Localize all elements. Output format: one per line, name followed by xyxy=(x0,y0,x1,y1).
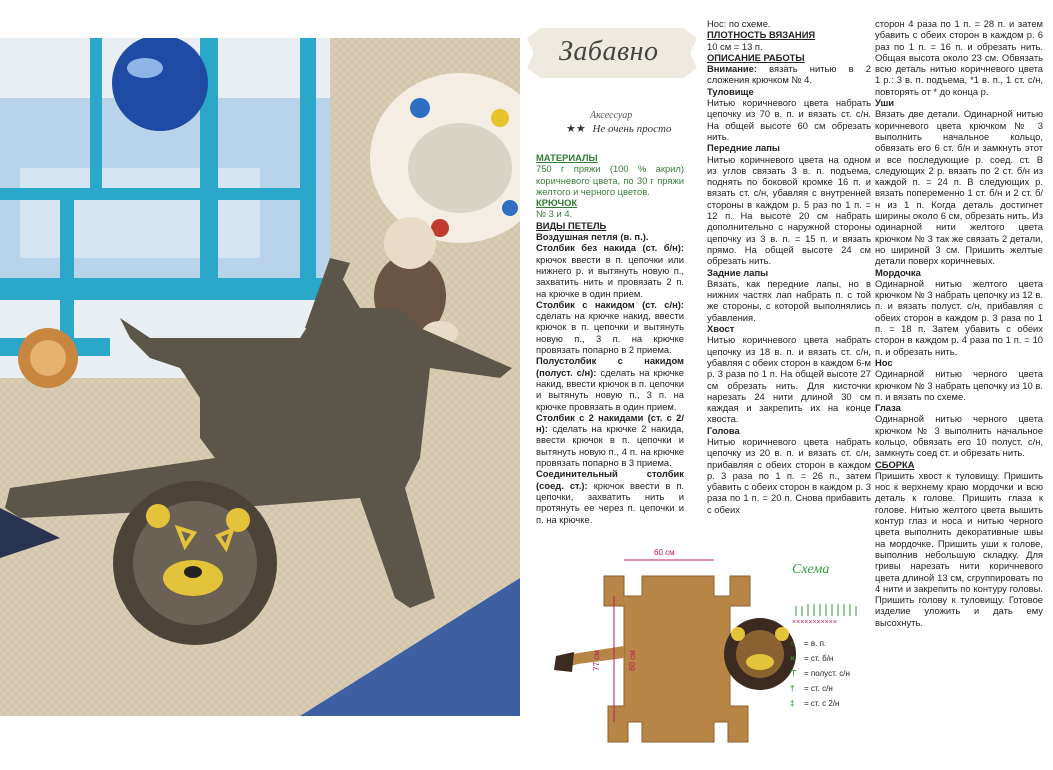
assembly-text: Пришить хвост к туловищу. Пришить нос к верхнему краю мордочки и всю деталь к голове. Пришить глаза к голове. Нитью желтого цвета вышить контур глаз и носа и нитью черного цвета выполнить декоративные швы на мордочке. Пришить уши к голове, выполнив небольшую складку. Для гривы нарезать нити коричневого цвета длиной 13 см, сгруппировать по 4 нити и закрепить по контуру головы. Пришить голову к туловищу. Готовое изделие уложить и дать ему высохнуть. xyxy=(875,469,1043,628)
treble-crochet-icon: ‡ xyxy=(790,699,795,708)
column-instructions xyxy=(707,18,871,515)
loops-heading: ВИДЫ ПЕТЕЛЬ xyxy=(536,219,607,231)
body-heading: Туловище xyxy=(707,85,754,97)
front-paws-heading: Передние лапы xyxy=(707,142,780,154)
materials-text: 750 г пряжи (100 % акрил) коричневого цвета, по 30 г пряжи желтого и черного цветов. xyxy=(536,163,684,197)
difficulty-label xyxy=(566,122,671,135)
legend-label: = полуст. с/н xyxy=(804,669,850,678)
body-text: Нитью коричневого цвета набрать цепочку из 70 в. п. и вязать ст. с/н. На общей высоте 60 см обрезать нить. xyxy=(707,97,871,142)
gauge-text: 10 см = 13 п. xyxy=(707,40,763,52)
title-banner xyxy=(527,22,697,84)
dc-heading: Столбик с накидом (ст. с/н): xyxy=(536,298,684,310)
ears-text: Вязать две детали. Одинарной нитью коричневого цвета крючком № 3 выполнить начальное кольцо, обвязать его 6 ст. б/н и замкнуть этот и все последующие р. соед. ст. В следующих 2 р. вязать по 2 ст. б/н из каждой п. = 24 п. В следующих р. вязать попеременно 1 ст. б/н и 2 ст. б/н из 1 п. Когда деталь достигнет ширины около 6 см, обрезать нить. Из одинарной нити желтого цвета крючком № 3 так же связать 2 детали, но шириной 3 см. Пришить желтые детали поверх коричневых. xyxy=(875,108,1043,267)
column-assembly xyxy=(875,18,1043,628)
work-heading: ОПИСАНИЕ РАБОТЫ xyxy=(707,51,805,63)
muzzle-text: Одинарной нитью желтого цвета крючком № 3 набрать цепочку из 12 в. п. и вязать полуст. с/н, прибавляя с обеих сторон в каждом р. 3 раза по 1 п. = 18 п. Затем убавить с обеих сторон в каждом р. 4 раза по 1 п. = 10 п. и обрезать нить. xyxy=(875,277,1043,357)
head-continued-text: сторон 4 раза по 1 п. = 28 п. и затем убавить с обеих сторон в каждом р. 6 раз по 1 п. = 16 п. и обрезать нить. Общая высота около 23 см. Обвязать всю деталь нитью коричневого цвета 1 р.: 3 в. п. подъема, *1 в. п., 1 ст. с/н, повторять от * до конца р. xyxy=(875,18,1043,97)
back-paws-text: Вязать, как передние лапы, но в нижних частях лап набрать п. с той же стороны, с которой выполнялись убавления. xyxy=(707,277,871,323)
hdc-text: сделать на крючке накид, ввести крючок в п. цепочки и вытянуть новую п., 3 п. на крючке провязать в один прием. xyxy=(536,366,684,412)
back-paws-heading: Задние лапы xyxy=(707,266,769,278)
schema-title: Схема xyxy=(792,562,830,577)
muzzle-heading: Мордочка xyxy=(875,266,921,278)
difficulty-stars-icon: ★★ xyxy=(566,123,586,135)
materials-heading: МАТЕРИАЛЫ xyxy=(536,152,598,163)
nose-text: Одинарной нитью черного цвета крючком № 3 набрать цепочку из 10 в. п. и вязать по схеме. xyxy=(875,368,1043,402)
legend-item xyxy=(790,666,850,681)
tr-heading: Столбик с 2 накидами (ст. с 2/н): xyxy=(536,411,684,435)
svg-text:×××××××××××: ××××××××××× xyxy=(792,619,837,626)
body-dimension-label: 60 см xyxy=(627,650,637,671)
nose-scheme-text: Нос: по схеме. xyxy=(707,18,771,29)
height-dimension-label: 77 см xyxy=(591,650,601,671)
page-title: Забавно xyxy=(559,36,659,67)
rug-photo xyxy=(0,38,520,716)
category-label: Аксессуар xyxy=(590,110,633,121)
attention-text: вязать нитью в 2 сложения крючком № 4. xyxy=(707,63,871,86)
gauge-heading: ПЛОТНОСТЬ ВЯЗАНИЯ xyxy=(707,29,816,41)
attention-heading: Внимание: xyxy=(707,63,757,75)
legend-item xyxy=(790,681,850,696)
column-materials xyxy=(536,152,684,525)
ss-text: крючок ввести в п. цепочки, захватить нить и протянуть ее через п. цепочки и п. на крючке. xyxy=(536,479,685,525)
front-paws-text: Нитью коричневого цвета на одном из углов связать 3 в. п. подъема, поднять по боковой кромке 16 п. и вязать ст. с/н, убавляя с внутренней стороны в каждом р. 5 раз по 1 п. = 12 п. На высоте 20 см набрать дополнительно с наружной стороны цепочку из 3 в. п. = 15 п. и вязать прямо. На общей высоте 24 см обрезать нить. xyxy=(707,153,871,267)
legend-label: = в. п. xyxy=(804,639,827,648)
sc-heading: Столбик без накида (ст. б/н): xyxy=(536,242,684,254)
eyes-text: Одинарной нитью черного цвета крючком № 3 выполнить начальное кольцо, обвязать его 10 полуст. с/н, замкнуть соед ст. и обрезать нить. xyxy=(875,413,1043,459)
single-crochet-icon: × xyxy=(790,654,795,663)
pattern-schema xyxy=(542,546,882,754)
tr-text: сделать на крючке 2 накида, ввести крючок в п. цепочки и вытянуть новую п., 4 п. на крючке провязать попарно в 3 приема. xyxy=(536,423,684,469)
tail-text: Нитью коричневого цвета набрать цепочку из 18 в. п. и вязать ст. с/н, убавляя с обеих сторон в каждом 6-м р. 3 раза по 1 п. На общей высоте 27 см обрезать нить. Для кисточки нарезать 24 нити длиной 30 см каждая и закрепить их на конце хвоста. xyxy=(707,334,871,425)
legend-item xyxy=(790,696,850,711)
sc-text: крючок ввести в п. цепочки или нижнего р. и вытянуть новую п., захватить нить и провязать 2 п. на крючке в один прием. xyxy=(536,253,684,299)
width-dimension-label: 60 см xyxy=(654,548,675,557)
legend-item xyxy=(790,636,850,651)
head-text: Нитью коричневого цвета набрать цепочку из 20 в. п. и вязать ст. с/н, прибавляя с обеих сторон в каждом р. 3 раза по 1 п. = 26 п., затем убавить с обеих сторон в каждом р. 3 раза по 1 п. = 20 п. Снова прибавить с обеих xyxy=(707,435,871,515)
legend-label: = ст. с 2/н xyxy=(804,699,840,708)
nose-heading: Нос xyxy=(875,356,893,368)
legend-item xyxy=(790,651,850,666)
hook-text: № 3 и 4. xyxy=(536,208,573,220)
legend-label: = ст. б/н xyxy=(804,654,834,663)
difficulty-text: Не очень просто xyxy=(592,123,672,135)
hook-heading: КРЮЧОК xyxy=(536,197,578,209)
dc-text: сделать на крючке накид, ввести крючок в п. цепочки и вытянуть новую п., 3 п. на крючке провязать попарно в 2 приема. xyxy=(536,310,684,356)
ears-heading: Уши xyxy=(875,97,895,109)
double-crochet-icon: † xyxy=(790,684,795,693)
tail-heading: Хвост xyxy=(707,323,735,335)
assembly-heading: СБОРКА xyxy=(875,458,915,470)
hdc-heading: Полустолбик с накидом (полуст. с/н): xyxy=(536,355,684,378)
schema-legend xyxy=(790,636,850,711)
legend-label: = ст. с/н xyxy=(804,684,833,693)
half-double-crochet-icon: ⊤ xyxy=(790,669,797,678)
head-heading: Голова xyxy=(707,424,740,436)
magazine-page xyxy=(522,14,1050,754)
rug-photo-illustration xyxy=(0,38,520,716)
ss-heading: Соединительный столбик (соед. ст.): xyxy=(536,468,684,491)
chain-stitch-icon: ○ xyxy=(790,639,795,648)
air-loop-heading: Воздушная петля (в. п.). xyxy=(536,231,649,243)
eyes-heading: Глаза xyxy=(875,402,901,414)
